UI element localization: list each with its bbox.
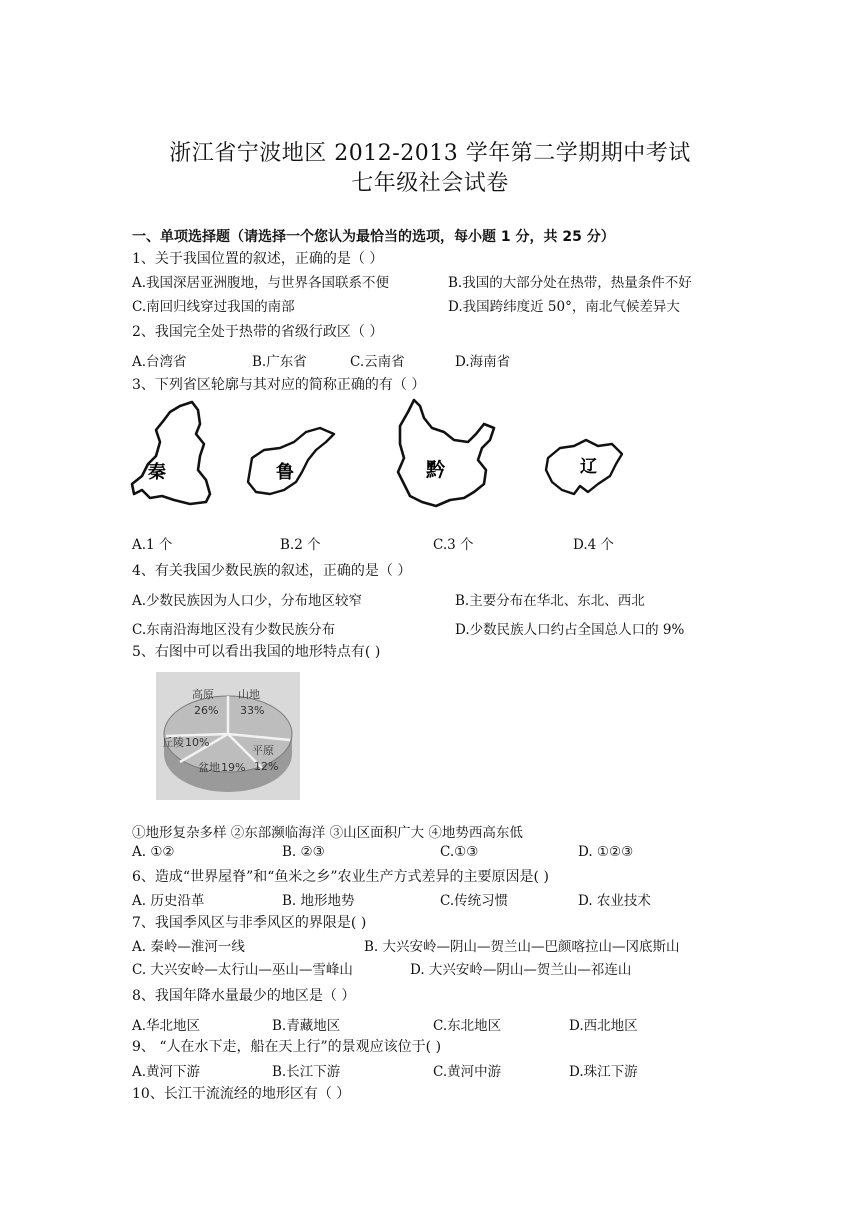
- q4-option-d: D.少数民族人口约占全国总人口的 9%: [455, 622, 685, 638]
- q1-option-c: C.南回归线穿过我国的南部: [132, 299, 295, 315]
- q5-items: ①地形复杂多样 ②东部濒临海洋 ③山区面积广大 ④地势西高东低: [132, 825, 523, 841]
- question-1-stem: 1、关于我国位置的叙述，正确的是（ ）: [132, 251, 384, 267]
- q7-option-a: A. 秦岭—淮河一线: [132, 939, 245, 955]
- slice-value-pendi: 19%: [221, 761, 246, 774]
- slice-label-shandi: 山地: [238, 688, 260, 701]
- q3-option-d: D.4 个: [573, 537, 615, 553]
- slice-value-shandi: 33%: [240, 704, 265, 717]
- q6-option-a: A. 历史沿革: [132, 893, 205, 909]
- label-qin: 秦: [148, 462, 166, 483]
- label-qian: 黔: [426, 459, 446, 481]
- question-5-stem: 5、右图中可以看出我国的地形特点有( ): [132, 644, 381, 660]
- q6-option-d: D. 农业技术: [578, 893, 651, 909]
- q2-option-b: B.广东省: [252, 354, 307, 370]
- exam-title: 浙江省宁波地区 2012-2013 学年第二学期期中考试: [169, 141, 691, 166]
- q8-option-b: B.青藏地区: [272, 1018, 341, 1034]
- q4-option-b: B.主要分布在华北、东北、西北: [455, 593, 645, 609]
- question-8-stem: 8、我国年降水量最少的地区是（ ）: [132, 988, 356, 1004]
- q8-option-d: D.西北地区: [569, 1018, 638, 1034]
- question-9-stem: 9、 “人在水下走，船在天上行”的景观应该位于( ): [132, 1039, 442, 1055]
- province-shandong-outline: [248, 428, 334, 494]
- slice-value-qiuling: 10%: [185, 736, 210, 749]
- question-2-stem: 2、我国完全处于热带的省级行政区（ ）: [132, 324, 384, 340]
- slice-label-gaoyuan: 高原: [192, 688, 214, 701]
- question-6-stem: 6、造成“世界屋脊”和“鱼米之乡”农业生产方式差异的主要原因是( ): [132, 869, 549, 885]
- q9-option-b: B.长江下游: [272, 1064, 341, 1080]
- q3-option-c: C.3 个: [433, 537, 474, 553]
- q5-option-d: D. ①②③: [578, 844, 634, 860]
- q8-option-a: A.华北地区: [132, 1018, 201, 1034]
- q7-option-c: C. 大兴安岭—太行山—巫山—雪峰山: [132, 962, 353, 978]
- q8-option-c: C.东北地区: [433, 1018, 502, 1034]
- q9-option-a: A.黄河下游: [132, 1064, 201, 1080]
- slice-label-qiuling: 丘陵: [162, 736, 184, 749]
- label-liao: 辽: [580, 457, 597, 477]
- q2-option-c: C.云南省: [350, 354, 405, 370]
- q7-option-b: B. 大兴安岭—阴山—贺兰山—巴颜喀拉山—冈底斯山: [364, 939, 680, 955]
- q1-option-d: D.我国跨纬度近 50°，南北气候差异大: [448, 299, 680, 315]
- q2-option-d: D.海南省: [455, 354, 511, 370]
- section-heading: 一、单项选择题（请选择一个您认为最恰当的选项，每小题 1 分，共 25 分）: [132, 229, 615, 245]
- terrain-pie-figure: [156, 672, 300, 800]
- slice-label-pingyuan: 平原: [252, 744, 274, 757]
- q4-option-a: A.少数民族因为人口少，分布地区较窄: [132, 593, 363, 609]
- province-shaanxi-outline: [132, 402, 210, 504]
- q6-option-c: C.传统习惯: [440, 893, 509, 909]
- slice-value-pingyuan: 12%: [254, 760, 279, 773]
- province-guizhou-outline: [398, 400, 494, 506]
- q1-option-b: B.我国的大部分处在热带，热量条件不好: [448, 275, 692, 291]
- question-3-stem: 3、下列省区轮廓与其对应的简称正确的有（ ）: [132, 377, 426, 393]
- q3-option-a: A.1 个: [132, 537, 173, 553]
- q5-option-b: B. ②③: [282, 844, 325, 860]
- q1-option-a: A.我国深居亚洲腹地，与世界各国联系不便: [132, 275, 390, 291]
- label-lu: 鲁: [276, 462, 294, 483]
- q5-option-c: C.①③: [440, 844, 479, 860]
- question-7-stem: 7、我国季风区与非季风区的界限是( ): [132, 915, 367, 931]
- q2-option-a: A.台湾省: [132, 354, 187, 370]
- q3-option-b: B.2 个: [280, 537, 321, 553]
- q9-option-c: C.黄河中游: [433, 1064, 502, 1080]
- province-outlines-figure: [128, 398, 628, 526]
- q4-option-c: C.东南沿海地区没有少数民族分布: [132, 622, 336, 638]
- q6-option-b: B. 地形地势: [282, 893, 355, 909]
- q5-option-a: A. ①②: [132, 844, 175, 860]
- province-liaoning-outline: [546, 440, 622, 494]
- q7-option-d: D. 大兴安岭—阴山—贺兰山—祁连山: [410, 962, 632, 978]
- question-4-stem: 4、有关我国少数民族的叙述，正确的是（ ）: [132, 563, 412, 579]
- question-10-stem: 10、长江干流流经的地形区有（ ）: [132, 1086, 351, 1102]
- exam-subtitle: 七年级社会试卷: [351, 171, 509, 196]
- slice-label-pendi: 盆地: [198, 761, 220, 774]
- q9-option-d: D.珠江下游: [569, 1064, 638, 1080]
- slice-value-gaoyuan: 26%: [194, 704, 219, 717]
